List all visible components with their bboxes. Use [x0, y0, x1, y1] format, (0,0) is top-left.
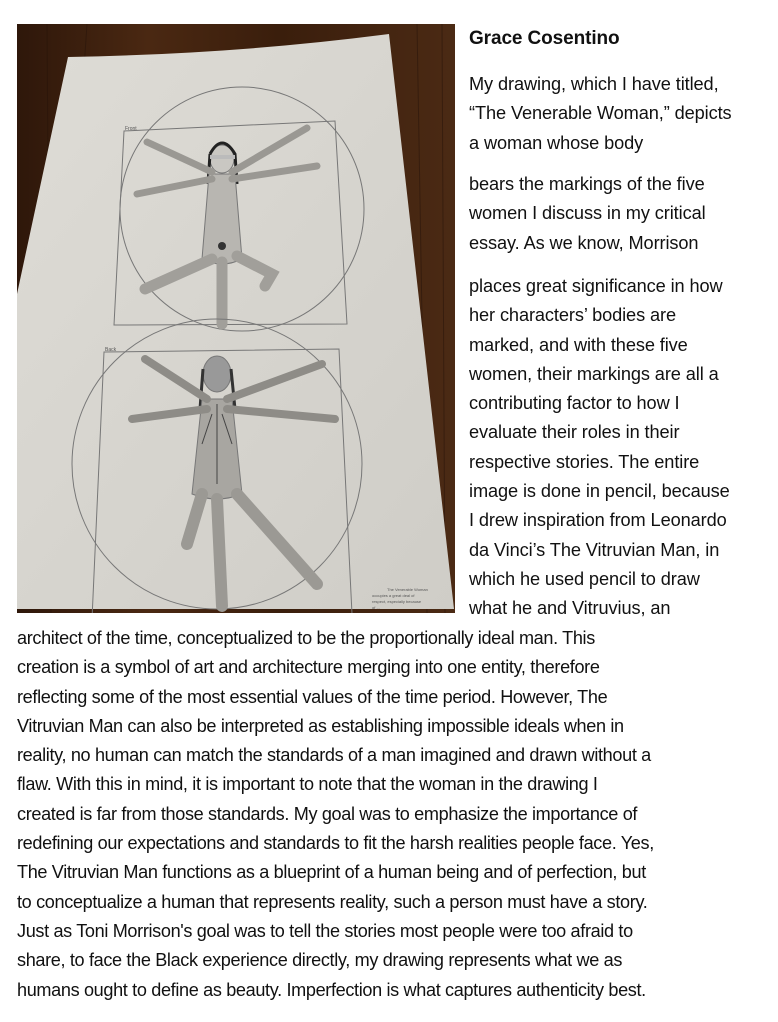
svg-text:occupies a great deal of: occupies a great deal of — [372, 593, 415, 598]
text-line: a woman whose body — [469, 132, 644, 153]
paragraph-3 — [469, 272, 769, 624]
text-line: women, their markings are all a — [469, 363, 719, 384]
paper-sheet — [17, 34, 454, 609]
text-line: The Vitruvian Man functions as a blueprint of a human being and of perfection, but — [17, 862, 646, 883]
paragraph-1 — [469, 70, 769, 158]
text-line: places great significance in how — [469, 276, 723, 296]
text-line: respective stories. The entire — [469, 451, 700, 472]
text-line: da Vinci’s The Vitruvian Man, in — [469, 539, 720, 560]
text-line: marked, and with these five — [469, 334, 688, 355]
text-line: creation is a symbol of art and architecture merging into one entity, therefore — [17, 657, 600, 678]
text-line: what he and Vitruvius, an — [469, 598, 671, 619]
back-label: Back — [105, 347, 117, 353]
paragraph-continuation — [17, 624, 777, 1005]
text-line: share, to face the Black experience directly, my drawing represents what we as — [17, 950, 623, 971]
text-line: to conceptualize a human that represents reality, such a person must have a story. — [17, 891, 648, 912]
text-line: My drawing, which I have titled, — [469, 74, 719, 94]
text-line: bears the markings of the five — [469, 174, 705, 194]
text-line: redefining our expectations and standards to fit the harsh realities people face. Yes, — [17, 833, 654, 854]
text-line: “The Venerable Woman,” depicts — [469, 103, 732, 124]
text-line: flaw. With this in mind, it is important to note that the woman in the drawing I — [17, 774, 598, 795]
text-line: women I discuss in my critical — [469, 203, 706, 224]
author-name: Grace Cosentino — [469, 28, 620, 49]
text-line: image is done in pencil, because — [469, 481, 730, 502]
text-line: Vitruvian Man can also be interpreted as establishing impossible ideals when in — [17, 715, 624, 736]
svg-text:of ...: of ... — [372, 605, 380, 610]
drawing-photo — [17, 24, 455, 613]
text-line: contributing factor to how I — [469, 393, 680, 414]
text-line: essay. As we know, Morrison — [469, 232, 699, 253]
text-line: reflecting some of the most essential values of the time period. However, The — [17, 686, 608, 707]
front-label: Front — [125, 126, 137, 132]
text-line: her characters’ bodies are — [469, 305, 677, 326]
text-line: architect of the time, conceptualized to be the proportionally ideal man. This — [17, 628, 595, 648]
text-line: Just as Toni Morrison's goal was to tell the stories most people were too afraid to — [17, 920, 633, 941]
svg-text:The Venerable Woman: The Venerable Woman — [387, 587, 428, 592]
text-line: humans ought to define as beauty. Imperfection is what captures authenticity best. — [17, 979, 646, 1000]
paragraph-2 — [469, 170, 769, 258]
text-line: which he used pencil to draw — [469, 568, 700, 589]
text-line: evaluate their roles in their — [469, 422, 680, 443]
svg-text:respect, especially because: respect, especially because — [372, 599, 422, 604]
text-line: reality, no human can match the standards of a man imagined and drawn without a — [17, 745, 651, 766]
text-line: I drew inspiration from Leonardo — [469, 510, 727, 531]
text-line: created is far from those standards. My goal was to emphasize the importance of — [17, 803, 638, 824]
